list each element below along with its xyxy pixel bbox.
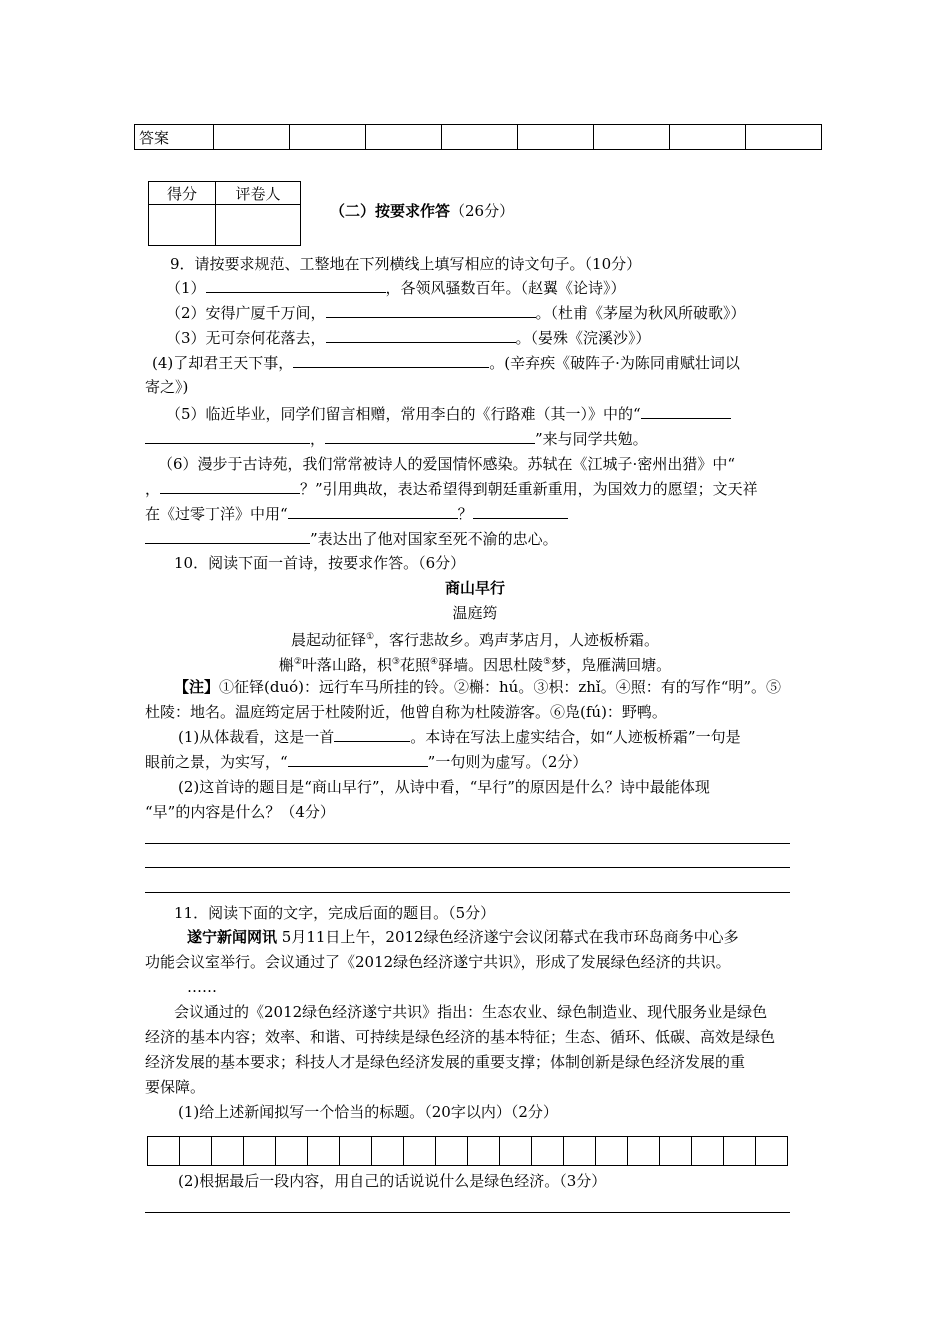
q10-stem: 10．阅读下面一首诗，按要求作答。（6分） bbox=[174, 554, 466, 572]
answer-cell[interactable] bbox=[290, 125, 366, 150]
answer-blank[interactable] bbox=[334, 727, 410, 742]
score-cell[interactable] bbox=[149, 205, 216, 246]
q9-stem: 9．请按要求规范、工整地在下列横线上填写相应的诗文句子。（10分） bbox=[170, 255, 642, 273]
q9-item-2: （2）安得广厦千万间， 。（杜甫《茅屋为秋风所破歌》） bbox=[166, 304, 746, 322]
answer-blank[interactable] bbox=[288, 752, 428, 767]
answer-cell[interactable] bbox=[366, 125, 442, 150]
grid-cell[interactable] bbox=[340, 1137, 372, 1166]
grid-cell[interactable] bbox=[628, 1137, 660, 1166]
answer-line[interactable] bbox=[145, 892, 790, 893]
news-lead: 遂宁新闻网讯 5月11日上午，2012绿色经济遂宁会议闭幕式在我市环岛商务中心多 bbox=[187, 928, 739, 946]
q9-item-6-l3: 在《过零丁洋》中用“ ？ bbox=[145, 504, 568, 524]
answer-blank[interactable] bbox=[326, 328, 516, 343]
q9-item-4-cont: 寄之》) bbox=[145, 378, 189, 396]
q10-part-2: (2)这首诗的题目是“商山早行”，从诗中看，“早行”的原因是什么？诗中最能体现 bbox=[178, 778, 710, 796]
grid-cell[interactable] bbox=[372, 1137, 404, 1166]
grid-cell[interactable] bbox=[212, 1137, 244, 1166]
grid-cell[interactable] bbox=[276, 1137, 308, 1166]
score-header: 得分 bbox=[149, 182, 216, 205]
q10-part-1-cont: 眼前之景，为实写，“ ”一句则为虚写。（2分） bbox=[145, 753, 588, 771]
q9-item-6-l4: ”表达出了他对国家至死不渝的忠心。 bbox=[145, 529, 558, 549]
q9-item-4: (4)了却君王天下事， 。(辛弃疾《破阵子·为陈同甫赋壮词以 bbox=[152, 354, 740, 372]
q9-item-6-l2: ， ？”引用典故，表达希望得到朝廷重新重用，为国效力的愿望；文天祥 bbox=[145, 480, 758, 498]
grader-cell[interactable] bbox=[216, 205, 301, 246]
answer-blank[interactable] bbox=[145, 529, 310, 544]
poem-note-cont: 杜陵：地名。温庭筠定居于杜陵附近，他曾自称为杜陵游客。⑥凫(fú)：野鸭。 bbox=[145, 703, 667, 721]
q11-part-2: (2)根据最后一段内容，用自己的话说说什么是绿色经济。（3分） bbox=[178, 1172, 607, 1190]
answer-cell[interactable] bbox=[594, 125, 670, 150]
title-answer-grid bbox=[147, 1136, 788, 1166]
grid-cell[interactable] bbox=[500, 1137, 532, 1166]
q9-item-5: （5）临近毕业，同学们留言相赠，常用李白的《行路难（其一）》中的“ bbox=[166, 404, 731, 424]
news-para-4: 要保障。 bbox=[145, 1078, 206, 1096]
answer-cell[interactable] bbox=[214, 125, 290, 150]
answer-cell[interactable] bbox=[442, 125, 518, 150]
answer-blank[interactable] bbox=[641, 404, 731, 419]
news-source: 遂宁新闻网讯 bbox=[187, 928, 278, 946]
answer-blank[interactable] bbox=[206, 278, 386, 293]
answer-cell[interactable] bbox=[518, 125, 594, 150]
poem-note: 【注】①征铎(duó)：远行车马所挂的铃。②槲：hú。③枳：zhǐ。④照：有的写作“明”。⑤ bbox=[174, 678, 782, 696]
q10-part-2-cont: “早”的内容是什么？（4分） bbox=[145, 803, 335, 821]
answer-line[interactable] bbox=[145, 1212, 790, 1213]
grid-cell[interactable] bbox=[756, 1137, 788, 1166]
news-para-3: 经济发展的基本要求；科技人才是绿色经济发展的重要支撑；体制创新是绿色经济发展的重 bbox=[145, 1053, 746, 1071]
q9-item-6: （6）漫步于古诗苑，我们常常被诗人的爱国情怀感染。苏轼在《江城子·密州出猎》中“ bbox=[158, 455, 735, 473]
grid-cell[interactable] bbox=[468, 1137, 500, 1166]
answer-blank[interactable] bbox=[293, 353, 489, 368]
grid-cell[interactable] bbox=[308, 1137, 340, 1166]
news-para-2: 经济的基本内容；效率、和谐、可持续是绿色经济的基本特征；生态、循环、低碳、高效是绿色 bbox=[145, 1028, 776, 1046]
section-title: （二）按要求作答 bbox=[330, 202, 451, 220]
q9-item-1: （1） ，各领风骚数百年。（赵翼《论诗》） bbox=[166, 279, 626, 297]
grid-cell[interactable] bbox=[532, 1137, 564, 1166]
answer-line[interactable] bbox=[145, 867, 790, 868]
answer-line[interactable] bbox=[145, 843, 790, 844]
grid-cell[interactable] bbox=[660, 1137, 692, 1166]
news-para-1: 会议通过的《2012绿色经济遂宁共识》指出：生态农业、绿色制造业、现代服务业是绿色 bbox=[174, 1003, 768, 1021]
section-heading bbox=[330, 201, 514, 221]
answer-blank[interactable] bbox=[325, 429, 535, 444]
answer-table bbox=[134, 124, 822, 150]
answer-blank[interactable] bbox=[160, 479, 300, 494]
answer-blank[interactable] bbox=[145, 429, 310, 444]
grid-cell[interactable] bbox=[244, 1137, 276, 1166]
grid-cell[interactable] bbox=[564, 1137, 596, 1166]
answer-blank[interactable] bbox=[288, 504, 458, 519]
q9-item-3: （3）无可奈何花落去， 。（晏殊《浣溪沙》） bbox=[166, 329, 651, 347]
q11-stem: 11．阅读下面的文字，完成后面的题目。（5分） bbox=[174, 904, 496, 922]
answer-blank[interactable] bbox=[473, 504, 568, 519]
grid-cell[interactable] bbox=[404, 1137, 436, 1166]
grader-header: 评卷人 bbox=[216, 182, 301, 205]
score-table bbox=[148, 181, 301, 246]
grid-cell[interactable] bbox=[692, 1137, 724, 1166]
poem-verse-2: 槲②叶落山路，枳③花照④驿墙。因思杜陵⑤梦，凫雁满回塘。 bbox=[278, 656, 672, 674]
poem-author: 温庭筠 bbox=[452, 604, 498, 622]
q11-part-1: (1)给上述新闻拟写一个恰当的标题。（20字以内）（2分） bbox=[178, 1103, 558, 1121]
note-label: 【注】 bbox=[174, 678, 220, 696]
grid-cell[interactable] bbox=[596, 1137, 628, 1166]
answer-cell[interactable] bbox=[746, 125, 822, 150]
poem-verse-1: 晨起动征铎①，客行悲故乡。鸡声茅店月，人迹板桥霜。 bbox=[290, 631, 660, 649]
answer-cell[interactable] bbox=[670, 125, 746, 150]
grid-cell[interactable] bbox=[724, 1137, 756, 1166]
q10-part-1: (1)从体裁看，这是一首 。本诗在写法上虚实结合，如“人迹板桥霜”一句是 bbox=[178, 728, 741, 746]
section-points: （26分） bbox=[450, 202, 515, 220]
grid-cell[interactable] bbox=[148, 1137, 180, 1166]
answer-blank[interactable] bbox=[326, 303, 536, 318]
grid-cell[interactable] bbox=[180, 1137, 212, 1166]
answer-label: 答案 bbox=[135, 125, 214, 150]
poem-title: 商山早行 bbox=[444, 579, 505, 597]
news-lead-cont: 功能会议室举行。会议通过了《2012绿色经济遂宁共识》，形成了发展绿色经济的共识。 bbox=[145, 953, 731, 971]
grid-cell[interactable] bbox=[436, 1137, 468, 1166]
q9-item-5-cont: ， ”来与同学共勉。 bbox=[145, 429, 648, 449]
news-ellipsis: …… bbox=[187, 978, 217, 996]
